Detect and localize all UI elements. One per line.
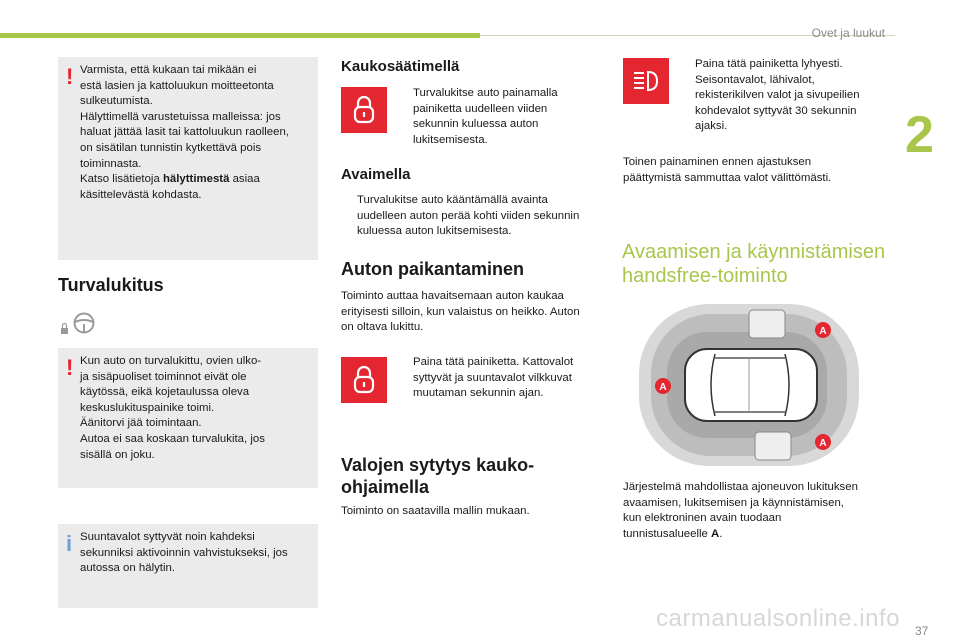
warning-icon: ! [66, 64, 74, 89]
heading-kaukosaatimella: Kaukosäätimellä [341, 58, 460, 75]
heading-avaimella: Avaimella [341, 166, 411, 183]
watermark: carmanualsonline.info [656, 605, 900, 632]
heading-handsfree: Avaamisen ja käynnistämisen handsfree-toiminto [622, 241, 886, 287]
warning-icon: ! [66, 355, 74, 380]
lock-icon [341, 357, 387, 403]
warning-box-deadlock [58, 348, 318, 488]
warning-box-windows [58, 57, 318, 260]
section-title: Ovet ja luukut [811, 26, 885, 40]
handsfree-text: Järjestelmä mahdollistaa ajoneuvon lukituksen avaamisen, lukitsemisen ja käynnistämisen, kun elektroninen avain tuodaan tunnistusalueelle A. [623, 481, 858, 540]
steering-lock-icon [58, 312, 104, 338]
heading-turvalukitus: Turvalukitus [58, 275, 164, 295]
lights-off-text: Toinen painaminen ennen ajastuksen päättymistä sammuttaa valot välittömästi. [623, 156, 832, 184]
info-box-indicators [58, 524, 318, 608]
page-number: 37 [915, 624, 929, 638]
header-accent-bar [0, 33, 480, 38]
zone-label: A [819, 326, 827, 337]
lights-availability-text: Toiminto on saatavilla mallin mukaan. [341, 505, 530, 517]
chapter-number: 2 [905, 106, 934, 164]
locate-text: Toiminto auttaa havaitsemaan auton kaukaa erityisesti silloin, kun valaistus on heikko. Auton on oltava lukittu. [341, 290, 580, 334]
warning-text: Kun auto on turvalukittu, ovien ulko- ja sisäpuoliset toiminnot eivät ole käytössä, eikä kojetaulussa oleva keskuslukituspainike toimi. Äänitorvi jää toimintaan. Autoa ei saa koskaan turvalukita, jos sisällä on joku. [80, 355, 265, 461]
lock-icon [341, 87, 387, 133]
warning-text: Varmista, että kukaan tai mikään ei estä lasien ja kattoluukun moitteetonta sulkeutumista. Hälyttimellä varustetuissa malleissa: jos haluat jättää lasit tai kattoluukun raolleen, on sisätilan tunnistin kytkettävä pois toiminnasta. Katso lisätietoja hälyttimestä asiaa käsittelevästä kohdasta. [80, 64, 289, 201]
zone-label: A [819, 438, 827, 449]
info-icon: i [66, 531, 73, 556]
heading-valojen-sytytys: Valojen sytytys kauko- ohjaimella [341, 455, 535, 497]
zone-label: A [659, 382, 667, 393]
lamp-icon [623, 58, 669, 104]
info-text: Suuntavalot syttyvät noin kahdeksi sekunniksi aktivoinnin vahvistukseksi, jos autossa on hälytin. [80, 531, 288, 575]
car-zone-diagram [637, 302, 861, 468]
heading-auton-paikantaminen: Auton paikantaminen [341, 259, 525, 279]
